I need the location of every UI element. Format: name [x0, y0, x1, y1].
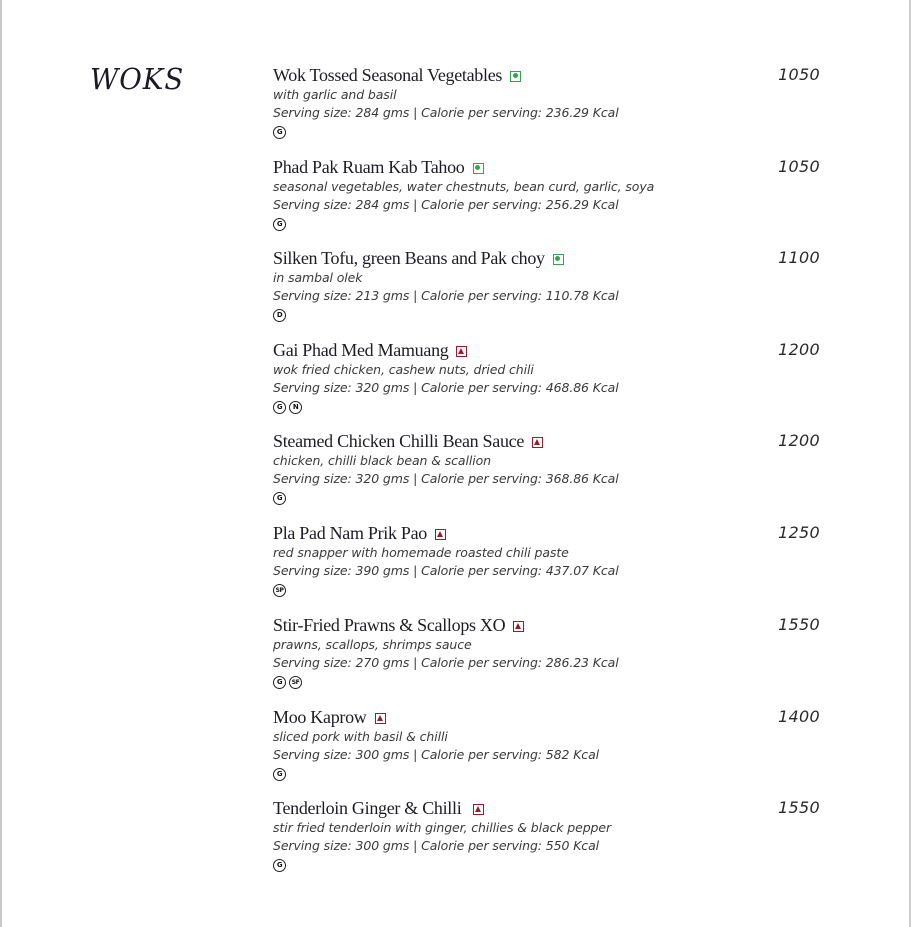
item-name: Tenderloin Ginger & Chilli — [273, 797, 462, 818]
allergen-badges — [273, 584, 833, 597]
allergen-badges — [273, 309, 833, 322]
item-serving-info: Serving size: 270 gms | Calorie per serving: 286.23 Kcal — [273, 655, 619, 670]
item-description: seasonal vegetables, water chestnuts, bean curd, garlic, soya — [273, 179, 655, 194]
item-name: Pla Pad Nam Prik Pao — [273, 522, 427, 543]
item-serving-info: Serving size: 320 gms | Calorie per serving: 368.86 Kcal — [273, 471, 619, 486]
allergen-badges — [273, 768, 833, 781]
section-title: WOKS — [90, 62, 185, 96]
allergen-gluten-icon: G — [273, 218, 286, 231]
allergen-dairy-icon: D — [273, 309, 286, 322]
allergen-shellfish-icon: SF — [289, 676, 302, 689]
menu-item — [273, 797, 833, 887]
non-veg-icon — [456, 346, 467, 357]
item-price: 1050 — [778, 157, 820, 176]
item-price: 1100 — [778, 248, 820, 267]
item-description: red snapper with homemade roasted chili paste — [273, 545, 569, 560]
allergen-spicy-icon: SP — [273, 584, 286, 597]
item-price: 1400 — [778, 707, 820, 726]
veg-icon — [553, 254, 564, 265]
item-price: 1550 — [778, 615, 820, 634]
allergen-badges — [273, 126, 833, 139]
item-price: 1200 — [778, 431, 820, 450]
menu-item — [273, 430, 833, 520]
item-description: prawns, scallops, shrimps sauce — [273, 637, 472, 652]
item-name: Steamed Chicken Chilli Bean Sauce — [273, 430, 525, 451]
allergen-gluten-icon: G — [273, 126, 286, 139]
item-serving-info: Serving size: 300 gms | Calorie per serving: 550 Kcal — [273, 838, 600, 853]
item-description: stir fried tenderloin with ginger, chillies & black pepper — [273, 820, 612, 835]
item-description: sliced pork with basil & chilli — [273, 729, 448, 744]
allergen-gluten-icon: G — [273, 492, 286, 505]
item-price: 1050 — [778, 65, 820, 84]
menu-item — [273, 614, 833, 704]
item-name: Moo Kaprow — [273, 706, 367, 727]
item-serving-info: Serving size: 213 gms | Calorie per serving: 110.78 Kcal — [273, 288, 619, 303]
allergen-badges — [273, 218, 833, 231]
item-name: Silken Tofu, green Beans and Pak choy — [273, 247, 545, 268]
item-description: with garlic and basil — [273, 87, 397, 102]
item-name: Gai Phad Med Mamuang — [273, 339, 449, 360]
veg-icon — [473, 163, 484, 174]
menu-item — [273, 247, 833, 337]
item-price: 1250 — [778, 523, 820, 542]
item-name: Stir-Fried Prawns & Scallops XO — [273, 614, 506, 635]
item-price: 1550 — [778, 798, 820, 817]
item-serving-info: Serving size: 284 gms | Calorie per serving: 256.29 Kcal — [273, 197, 619, 212]
item-description: wok fried chicken, cashew nuts, dried chili — [273, 362, 534, 377]
item-price: 1200 — [778, 340, 820, 359]
menu-item — [273, 156, 833, 246]
allergen-gluten-icon: G — [273, 859, 286, 872]
menu-item — [273, 64, 833, 154]
allergen-badges — [273, 859, 833, 872]
item-description: chicken, chilli black bean & scallion — [273, 453, 491, 468]
item-serving-info: Serving size: 390 gms | Calorie per serving: 437.07 Kcal — [273, 563, 619, 578]
non-veg-icon — [435, 529, 446, 540]
allergen-gluten-icon: G — [273, 676, 286, 689]
item-serving-info: Serving size: 320 gms | Calorie per serving: 468.86 Kcal — [273, 380, 619, 395]
non-veg-icon — [532, 437, 543, 448]
allergen-badges — [273, 492, 833, 505]
menu-item — [273, 339, 833, 429]
allergen-gluten-icon: G — [273, 401, 286, 414]
non-veg-icon — [513, 621, 524, 632]
non-veg-icon — [375, 713, 386, 724]
item-serving-info: Serving size: 284 gms | Calorie per serving: 236.29 Kcal — [273, 105, 619, 120]
item-description: in sambal olek — [273, 270, 363, 285]
allergen-badges — [273, 676, 833, 689]
allergen-gluten-icon: G — [273, 768, 286, 781]
item-serving-info: Serving size: 300 gms | Calorie per serving: 582 Kcal — [273, 747, 600, 762]
non-veg-icon — [473, 804, 484, 815]
menu-item — [273, 522, 833, 612]
menu-item — [273, 706, 833, 796]
item-name: Wok Tossed Seasonal Vegetables — [273, 64, 503, 85]
veg-icon — [510, 71, 521, 82]
allergen-badges — [273, 401, 833, 414]
page-border-right — [909, 0, 911, 927]
item-name: Phad Pak Ruam Kab Tahoo — [273, 156, 465, 177]
page-border-left — [0, 0, 2, 927]
allergen-nuts-icon: N — [289, 401, 302, 414]
